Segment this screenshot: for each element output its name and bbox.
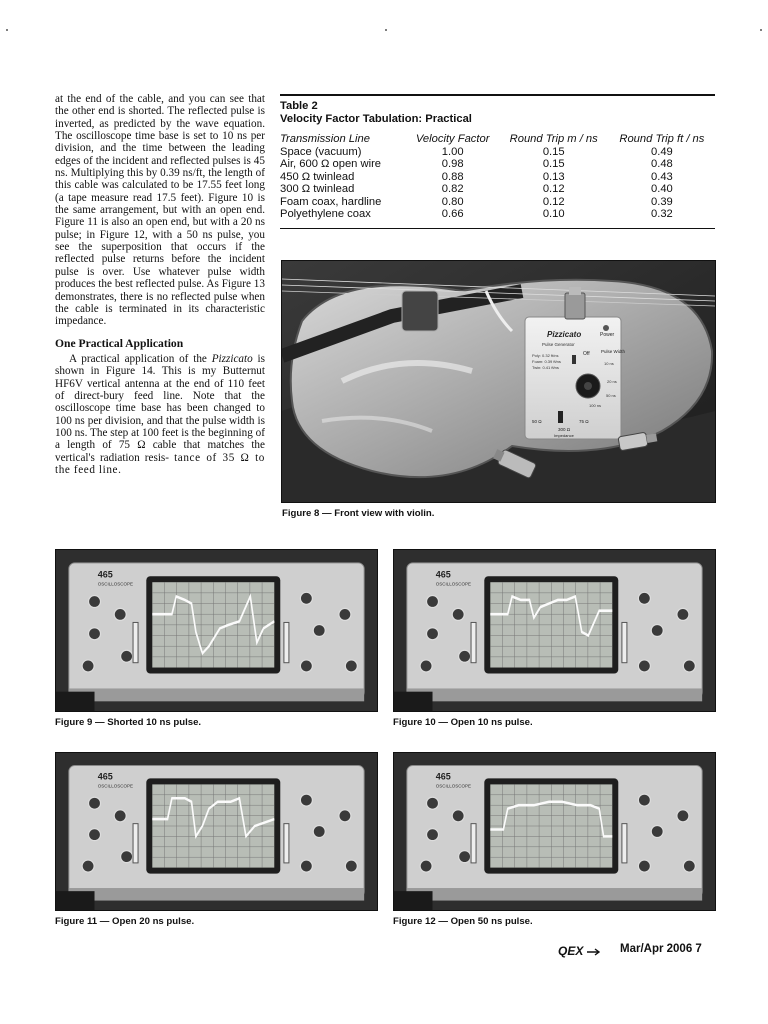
oscilloscope-illustration bbox=[56, 753, 377, 910]
impedance-option: 300 Ω bbox=[558, 427, 571, 432]
scope-type-label: OSCILLOSCOPE bbox=[97, 783, 133, 789]
qex-logo bbox=[558, 944, 600, 958]
table-cell: 0.49 bbox=[650, 146, 673, 158]
table-number: Table 2 bbox=[280, 100, 318, 112]
table-cell: 0.88 bbox=[441, 170, 464, 183]
body-paragraph: at the end of the cable, and you can see that the other end is shorted. The reflected pulse is inverted, as predicted by the wave equation. The oscilloscope time base is set to 10 ns per division, and the time between the leading edges of the incident and reflected pulses is 45 ns. Multiplying this by 0.39 ns/ft, the length of this cable was calculated to be 17.55 feet long (a tape measure read 17.5 feet). Figure 10 is the same arrangement, but with an open end. Figure 11 is also an open end, but with a 20 ns pulse; in Figure 12, with a 50 ns pulse, you see the superposition that occurs if the reflected pulse returns before the incident pulse is over. Use whatever pulse width produces the best reflected pulse. As Figure 13 demonstrates, there is no reflected pulse when the cable is terminated in its characteristic impedance. bbox=[55, 93, 265, 328]
oscilloscope-photo bbox=[393, 549, 716, 712]
table-cell: 0.82 bbox=[441, 183, 464, 196]
table-cell: 0.32 bbox=[650, 208, 673, 221]
table-cell: 0.39 bbox=[650, 195, 673, 208]
violin-photo-illustration bbox=[282, 261, 715, 502]
table-column-header: Round Trip ft / ns bbox=[619, 133, 705, 145]
section-heading: One Practical Application bbox=[55, 336, 184, 350]
table-cell: 0.40 bbox=[650, 183, 673, 196]
crop-mark bbox=[760, 29, 762, 31]
oscilloscope-photo bbox=[55, 549, 378, 712]
figure-caption: Figure 9 — Shorted 10 ns pulse. bbox=[55, 717, 202, 728]
table-rule bbox=[280, 94, 715, 96]
table-row bbox=[280, 171, 715, 183]
table-cell: Foam coax, hardline bbox=[280, 195, 382, 208]
table-cell: 300 Ω twinlead bbox=[280, 183, 355, 196]
knob-mark: 100 ns bbox=[589, 403, 602, 408]
figure-caption: Figure 8 — Front view with violin. bbox=[282, 508, 435, 519]
impedance-label: Impedance bbox=[554, 433, 574, 438]
scope-type-label: OSCILLOSCOPE bbox=[435, 783, 471, 789]
impedance-option: 75 Ω bbox=[579, 419, 589, 424]
knob-mark: 50 ns bbox=[606, 393, 616, 398]
table-cell: 0.43 bbox=[650, 170, 673, 183]
spec-line: Twin: 0.41 ft/ns bbox=[532, 365, 559, 370]
body-column bbox=[55, 93, 265, 476]
off-label: Off bbox=[583, 351, 590, 357]
table-column-header: Transmission Line bbox=[280, 133, 370, 145]
table-cell: 0.98 bbox=[441, 158, 464, 171]
table-cell: Space (vacuum) bbox=[280, 146, 362, 158]
table-rule bbox=[280, 228, 715, 229]
table-row bbox=[280, 208, 715, 220]
scope-type-label: OSCILLOSCOPE bbox=[97, 581, 133, 587]
scope-model-label: 465 bbox=[97, 771, 113, 782]
body-paragraph: A practical application of the Pizzicato is shown in Figure 14. This is my Butternut HF6V vertical antenna at the end of 110 feet of direct-bury feed line. Note that the oscilloscope time base has been changed to 100 ns per division, and that the pulse width is 100 ns. The step at 100 feet is the beginning of a length of 75 Ω cable that matches the vertical's radiation resis- tance of 35 Ω to the feed line. bbox=[55, 352, 266, 476]
table-cell: 450 Ω twinlead bbox=[280, 170, 355, 183]
oscilloscope-photo bbox=[55, 752, 378, 911]
page-footer bbox=[558, 943, 718, 959]
device-subtitle: Pulse Generator bbox=[542, 342, 575, 347]
table-cell: 0.80 bbox=[441, 195, 464, 208]
scope-model-label: 465 bbox=[435, 569, 451, 580]
power-label: Power bbox=[600, 332, 615, 338]
table-cell: 0.12 bbox=[542, 183, 565, 196]
crop-mark bbox=[385, 29, 387, 31]
table-cell: Air, 600 Ω open wire bbox=[280, 158, 382, 171]
oscilloscope-illustration bbox=[56, 550, 377, 711]
device-brand: Pizzicato bbox=[547, 330, 582, 339]
knob-mark: 20 ns bbox=[607, 379, 617, 384]
figure-caption: Figure 10 — Open 10 ns pulse. bbox=[393, 717, 533, 728]
scope-model-label: 465 bbox=[435, 771, 451, 782]
table-cell: 1.00 bbox=[441, 146, 464, 158]
oscilloscope-illustration bbox=[394, 753, 715, 910]
product-name: Pizzicato bbox=[211, 352, 253, 365]
table-cell: 0.48 bbox=[650, 158, 673, 171]
table-cell: 0.10 bbox=[542, 208, 565, 221]
table-cell: 0.12 bbox=[542, 195, 565, 208]
crop-mark bbox=[6, 29, 8, 31]
table-row bbox=[280, 183, 715, 195]
table-row bbox=[280, 146, 715, 158]
scope-type-label: OSCILLOSCOPE bbox=[435, 581, 471, 587]
table-cell: 0.15 bbox=[542, 146, 565, 158]
impedance-switch-icon bbox=[558, 411, 563, 423]
scope-model-label: 465 bbox=[97, 569, 113, 580]
knob-mark: 10 ns bbox=[604, 361, 614, 366]
table-cell: Polyethylene coax bbox=[280, 208, 371, 221]
figure-caption: Figure 11 — Open 20 ns pulse. bbox=[55, 916, 195, 927]
issue-and-page-number: Mar/Apr 2006 7 bbox=[620, 943, 702, 955]
oscilloscope-illustration bbox=[394, 550, 715, 711]
figure-8-photo bbox=[281, 260, 716, 503]
table-row bbox=[280, 158, 715, 170]
pulse-width-label: Pulse Width bbox=[601, 349, 626, 354]
spec-line: Poly: 0.32 ft/ns bbox=[532, 353, 559, 358]
impedance-option: 50 Ω bbox=[532, 419, 542, 424]
spec-line: Foam: 0.39 ft/ns bbox=[532, 359, 561, 364]
oscilloscope-photo bbox=[393, 752, 716, 911]
table-cell: 0.66 bbox=[441, 208, 464, 221]
figure-caption: Figure 12 — Open 50 ns pulse. bbox=[393, 916, 533, 927]
power-led-icon bbox=[603, 325, 609, 331]
table-cell: 0.13 bbox=[542, 170, 565, 183]
table-title: Velocity Factor Tabulation: Practical bbox=[280, 112, 472, 125]
table-row bbox=[280, 196, 715, 208]
power-toggle-icon bbox=[572, 355, 576, 364]
qex-logo-text: QEX bbox=[558, 944, 584, 958]
table-cell: 0.15 bbox=[542, 158, 565, 171]
table-column-header: Velocity Factor bbox=[415, 133, 490, 145]
table-column-header: Round Trip m / ns bbox=[509, 133, 598, 145]
velocity-factor-table bbox=[280, 94, 715, 229]
